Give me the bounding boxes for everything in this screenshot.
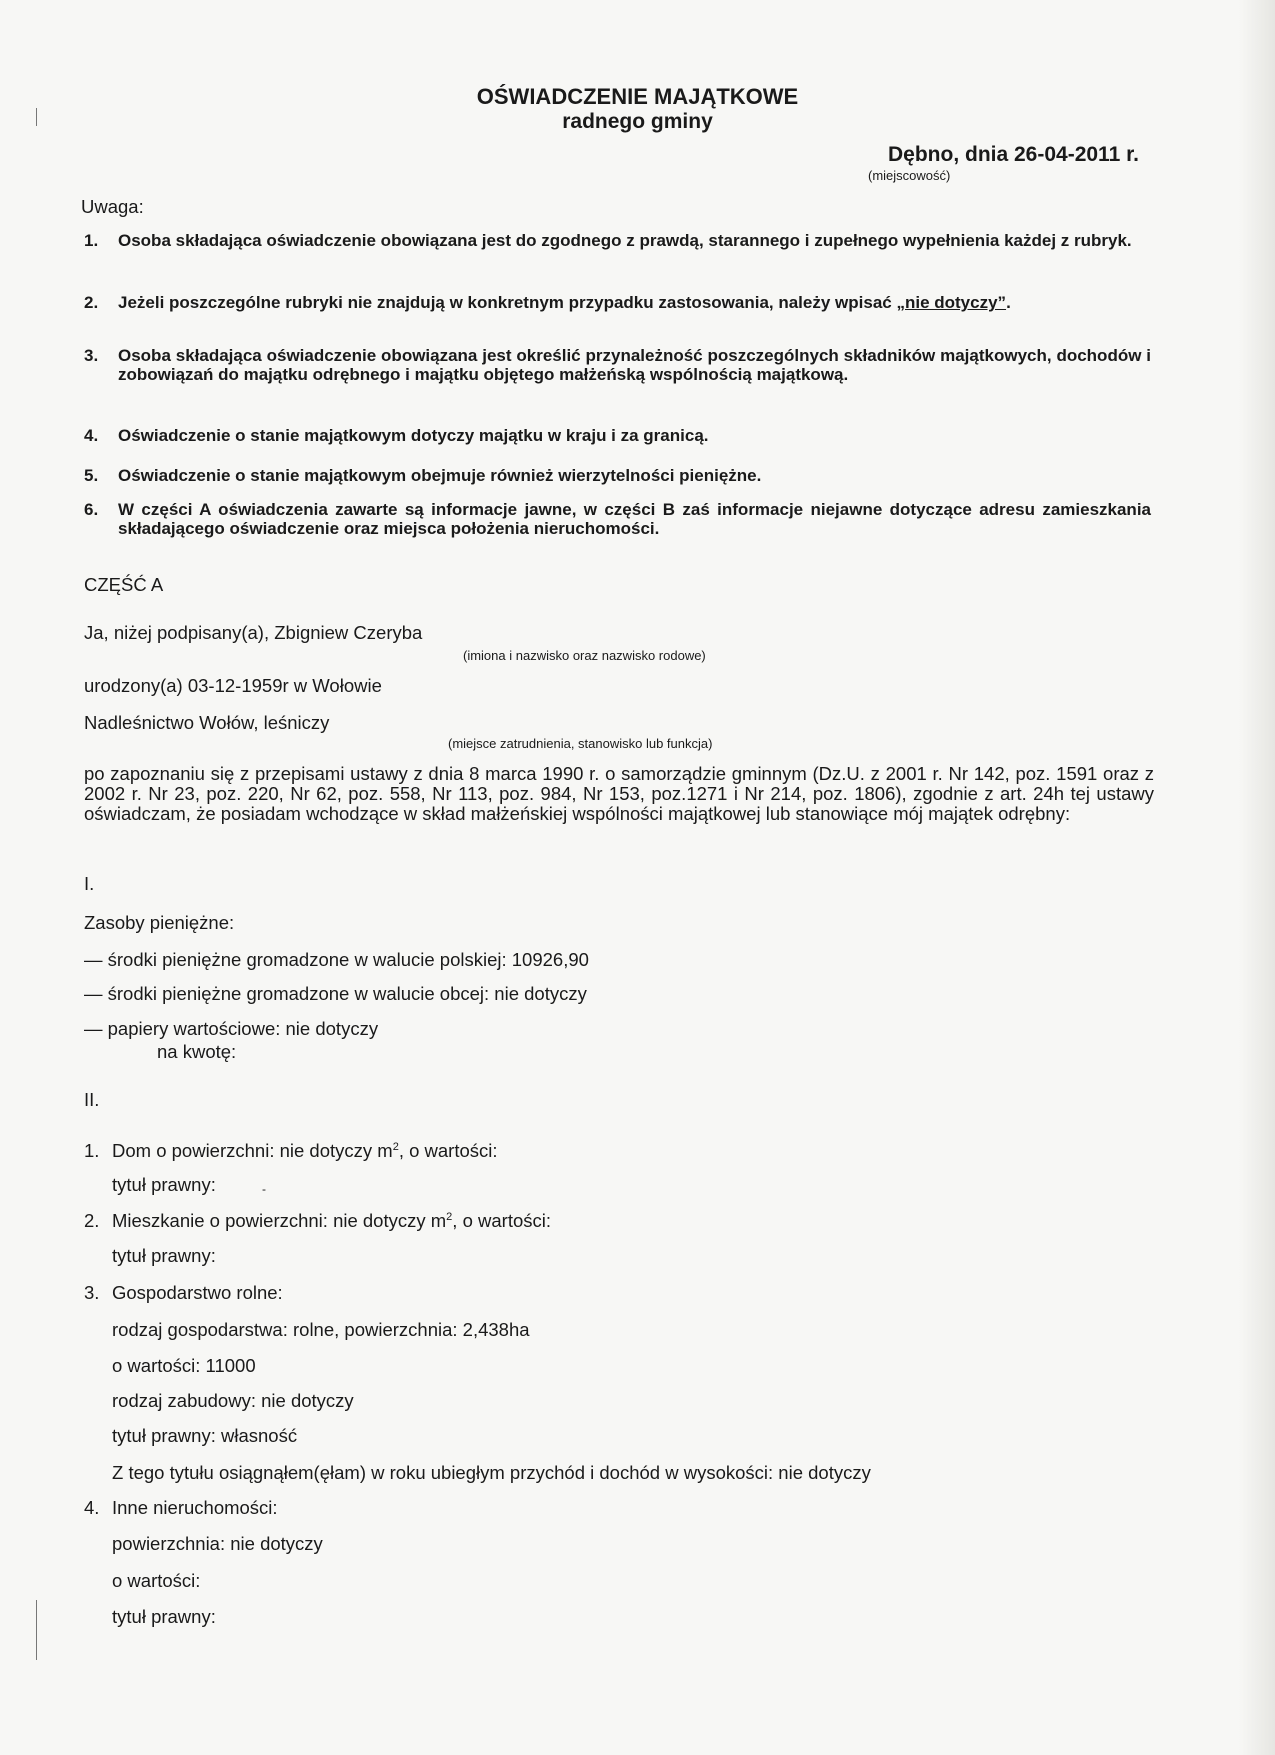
cash-pln: — środki pieniężne gromadzone w walucie polskiej: 10926,90 (84, 949, 589, 970)
note-number: 4. (84, 426, 99, 445)
note-4: Oświadczenie o stanie majątkowym dotyczy majątku w kraju i za granicą. (118, 426, 709, 445)
birth-info: urodzony(a) 03-12-1959r w Wołowie (84, 675, 382, 696)
house-title: tytuł prawny: (112, 1174, 216, 1195)
house-text: Dom o powierzchni: nie dotyczy m (112, 1140, 393, 1161)
note-number: 1. (84, 231, 99, 250)
employment-caption: (miejsce zatrudnienia, stanowisko lub funkcja) (448, 736, 713, 751)
employment: Nadleśnictwo Wołów, leśniczy (84, 712, 330, 733)
statement: po zapoznaniu się z przepisami ustawy z dnia 8 marca 1990 r. o samorządzie gminnym (Dz.U. z 2001 r. Nr 142, poz. 1591 oraz z 2002 r. Nr 23, poz. 220, Nr 62, poz. 558, Nr 113, poz. 984, Nr 153, poz.1271 i Nr 214, poz. 1806), zgodnie z art. 24h tej ustawy oświadczam, że posiadam wchodzące w skład małżeńskiej wspólności majątkowej lub stanowiące mój majątek odrębny: (84, 763, 1154, 824)
note-6: W części A oświadczenia zawarte są informacje jawne, w części B zaś informacje niejawne dotyczące adresu zamieszkania składającego oświadczenie oraz miejsca położenia nieruchomości. (118, 500, 1151, 538)
item-number: 3. (84, 1282, 100, 1303)
scan-mark (36, 1600, 37, 1660)
document-title: OŚWIADCZENIE MAJĄTKOWE (476, 84, 799, 109)
item-number: 1. (84, 1140, 100, 1161)
note-number: 5. (84, 466, 99, 485)
note-2-text: Jeżeli poszczególne rubryki nie znajdują w konkretnym przypadku zastosowania, należy wpisać (118, 293, 897, 312)
notes-label: Uwaga: (81, 196, 144, 217)
farm-label: Gospodarstwo rolne: (112, 1282, 283, 1303)
house-title-mark: - (262, 1182, 266, 1196)
flat-area (112, 1210, 551, 1232)
note-1: Osoba składająca oświadczenie obowiązana jest do zgodnego z prawdą, starannego i zupełnego wypełnienia każdej z rubryk. (118, 231, 1132, 250)
house-area (112, 1140, 498, 1162)
place-caption: (miejscowość) (868, 168, 951, 183)
securities: — papiery wartościowe: nie dotyczy (84, 1018, 379, 1039)
place-date: Dębno, dnia 26-04-2011 r. (888, 143, 1139, 166)
note-2 (118, 293, 1151, 312)
document-subtitle: radnego gminy (562, 110, 713, 133)
farm-income: Z tego tytułu osiągnąłem(ęłam) w roku ubiegłym przychód i dochód w wysokości: nie dotyczy (112, 1462, 871, 1483)
item-number: 4. (84, 1497, 100, 1518)
farm-type: rodzaj gospodarstwa: rolne, powierzchnia: 2,438ha (112, 1319, 530, 1340)
cash-foreign: — środki pieniężne gromadzone w walucie obcej: nie dotyczy (84, 983, 587, 1004)
farm-title: tytuł prawny: własność (112, 1425, 298, 1446)
securities-amount: na kwotę: (157, 1041, 237, 1062)
note-2-end: . (1006, 293, 1011, 312)
part-a-heading: CZĘŚĆ A (84, 574, 164, 595)
house-value: , o wartości: (398, 1140, 498, 1161)
section-2-number: II. (84, 1089, 100, 1110)
farm-value: o wartości: 11000 (112, 1355, 256, 1376)
note-2-quote: „nie dotyczy” (896, 293, 1007, 312)
other-area: powierzchnia: nie dotyczy (112, 1533, 323, 1554)
section-1-number: I. (84, 873, 95, 894)
farm-buildings: rodzaj zabudowy: nie dotyczy (112, 1390, 354, 1411)
flat-text: Mieszkanie o powierzchni: nie dotyczy m (112, 1210, 447, 1231)
item-number: 2. (84, 1210, 100, 1231)
flat-unit: 2 (446, 1210, 453, 1223)
note-number: 6. (84, 500, 99, 519)
note-5: Oświadczenie o stanie majątkowym obejmuje również wierzytelności pieniężne. (118, 466, 762, 485)
flat-title: tytuł prawny: (112, 1245, 216, 1266)
name-caption: (imiona i nazwisko oraz nazwisko rodowe) (463, 648, 706, 663)
house-unit: 2 (392, 1140, 399, 1153)
note-number: 2. (84, 293, 99, 312)
scan-edge (1239, 0, 1275, 1755)
other-value: o wartości: (112, 1570, 201, 1591)
flat-value: , o wartości: (452, 1210, 551, 1231)
declarant-name: Ja, niżej podpisany(a), Zbigniew Czeryba (84, 622, 423, 643)
note-3: Osoba składająca oświadczenie obowiązana jest określić przynależność poszczególnych składników majątkowych, dochodów i zobowiązań do majątku odrębnego i majątku objętego małżeńską wspólnością majątkową. (118, 346, 1151, 384)
cash-label: Zasoby pieniężne: (84, 912, 235, 933)
other-title: tytuł prawny: (112, 1606, 216, 1627)
note-number: 3. (84, 346, 99, 365)
other-property-label: Inne nieruchomości: (112, 1497, 278, 1518)
